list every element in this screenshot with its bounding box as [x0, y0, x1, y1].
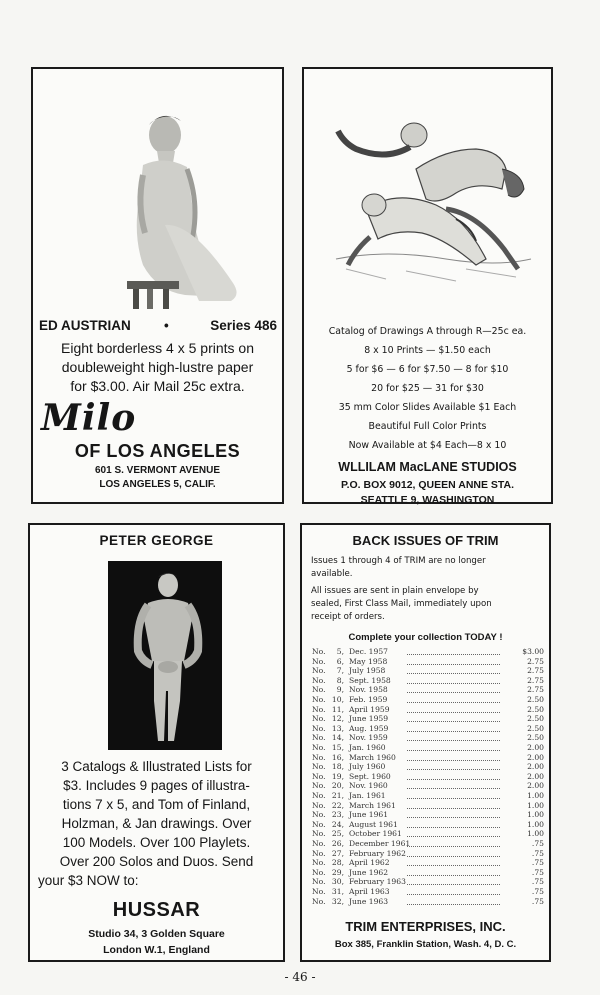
issue-no-label: No. — [312, 685, 326, 695]
issue-no-label: No. — [312, 647, 326, 656]
ad2-text-line: 5 for $6 — 6 for $7.50 — 8 for $10 — [346, 364, 509, 375]
issue-price: 2.50 — [527, 733, 544, 743]
issue-date: June 1963 — [349, 896, 389, 906]
issue-no-label: No. — [312, 829, 326, 839]
issue-no-label: No. — [312, 858, 326, 868]
issue-row — [312, 706, 544, 715]
ad1-body-line: Eight borderless 4 x 5 prints on — [61, 340, 254, 356]
ad-ed-austrian — [31, 67, 284, 504]
ad1-body-line: doubleweight high-lustre paper — [61, 359, 254, 375]
ad3-body-line: your $3 NOW to: — [38, 873, 139, 888]
dot-leader — [407, 721, 500, 722]
issue-date: April 1959 — [349, 704, 390, 714]
issue-no-label: No. — [312, 810, 326, 820]
page-number: - 46 - — [284, 970, 316, 984]
dot-leader — [407, 731, 500, 732]
issue-date: October 1961 — [349, 829, 402, 839]
issue-price: 2.00 — [527, 752, 544, 762]
issue-date: August 1961 — [349, 819, 398, 829]
dot-leader — [407, 865, 500, 866]
issue-date: May 1958 — [349, 656, 388, 666]
issue-row — [312, 667, 544, 676]
dot-leader — [407, 808, 500, 809]
issue-row — [312, 782, 544, 791]
issue-price: 2.00 — [527, 771, 544, 781]
issue-no-label: No. — [312, 848, 326, 858]
milo-logo: Milo — [41, 397, 137, 439]
ad2-text-line: Catalog of Drawings A through R—25c ea. — [328, 326, 527, 337]
issue-row — [312, 888, 544, 897]
issue-date: Sept. 1958 — [349, 675, 391, 685]
issue-price: 2.00 — [527, 743, 544, 752]
ad2-text-line: 8 x 10 Prints — $1.50 each — [364, 345, 491, 356]
dot-leader — [407, 673, 500, 674]
dot-leader — [407, 817, 500, 818]
ad4-para1-line: available. — [311, 569, 353, 579]
issue-price: 1.00 — [527, 829, 544, 839]
dot-leader — [407, 904, 500, 905]
issue-row — [312, 859, 544, 868]
issue-number: 20, — [331, 781, 344, 791]
issue-no-label: No. — [312, 887, 326, 896]
issue-no-label: No. — [312, 752, 326, 762]
dot-leader — [407, 750, 500, 751]
issue-price: 2.50 — [527, 714, 544, 724]
issue-date: February 1962 — [349, 848, 406, 858]
issue-no-label: No. — [312, 695, 326, 704]
dot-leader — [407, 702, 500, 703]
issue-price: 1.00 — [527, 810, 544, 820]
issue-number: 6, — [336, 656, 344, 666]
issue-price: 2.75 — [527, 656, 544, 666]
ad1-bullet: • — [164, 318, 169, 333]
issue-no-label: No. — [312, 867, 326, 877]
issue-number: 30, — [331, 877, 344, 887]
issue-date: Aug. 1959 — [349, 723, 389, 733]
dot-leader — [407, 712, 500, 713]
issue-row — [312, 869, 544, 878]
issue-number: 12, — [331, 714, 344, 724]
issue-no-label: No. — [312, 771, 326, 781]
dot-leader — [407, 654, 500, 655]
ad4-para2-line: receipt of orders. — [311, 612, 385, 622]
issue-date: July 1960 — [349, 762, 386, 772]
ad3-body-line: 100 Models. Over 100 Playlets. — [62, 835, 251, 850]
ad-hussar — [28, 523, 285, 962]
issue-row — [312, 850, 544, 859]
dot-leader — [407, 692, 500, 693]
ad3-body-line: $3. Includes 9 pages of illustra- — [63, 778, 250, 793]
issue-number: 15, — [331, 743, 344, 752]
issue-row — [312, 773, 544, 782]
issue-number: 21, — [331, 791, 344, 800]
issue-no-label: No. — [312, 800, 326, 810]
issue-date: July 1958 — [349, 666, 386, 676]
issue-no-label: No. — [312, 791, 326, 800]
ad3-body-line: Holzman, & Jan drawings. Over — [61, 816, 252, 831]
issue-date: June 1962 — [349, 867, 389, 877]
ad4-company: TRIM ENTERPRISES, INC. — [345, 919, 506, 934]
ad4-para2-line: All issues are sent in plain envelope by — [311, 586, 479, 596]
issue-price: .75 — [531, 848, 544, 858]
issue-date: March 1961 — [349, 800, 396, 810]
issue-row — [312, 792, 544, 801]
dot-leader — [407, 836, 500, 837]
issue-no-label: No. — [312, 896, 326, 906]
issue-date: December 1961 — [349, 839, 411, 848]
issue-date: June 1959 — [349, 714, 389, 724]
issue-number: 25, — [331, 829, 344, 839]
issue-number: 10, — [331, 695, 344, 704]
issue-price: .75 — [531, 839, 544, 848]
ad2-address-line: SEATTLE 9, WASHINGTON — [360, 494, 495, 506]
issue-no-label: No. — [312, 877, 326, 887]
issue-row — [312, 686, 544, 695]
issue-price: .75 — [531, 877, 544, 887]
issue-row — [312, 754, 544, 763]
issue-number: 26, — [331, 839, 344, 848]
issue-number: 14, — [331, 733, 344, 743]
issue-no-label: No. — [312, 733, 326, 743]
issue-number: 5, — [336, 647, 344, 656]
issue-price: 2.00 — [527, 762, 544, 772]
issue-row — [312, 811, 544, 820]
issue-number: 28, — [331, 858, 344, 868]
ad-trim-back-issues — [300, 523, 551, 962]
issue-no-label: No. — [312, 743, 326, 752]
ad2-text-line: 35 mm Color Slides Available $1 Each — [338, 402, 517, 413]
issue-price: 2.50 — [527, 704, 544, 714]
issue-row — [312, 696, 544, 705]
dot-leader — [407, 664, 500, 665]
dot-leader — [407, 798, 500, 799]
issue-row — [312, 898, 544, 907]
dot-leader — [407, 875, 500, 876]
ad3-body-line: 3 Catalogs & Illustrated Lists for — [61, 759, 252, 774]
issue-price: 2.75 — [527, 666, 544, 676]
issue-no-label: No. — [312, 762, 326, 772]
issue-row — [312, 734, 544, 743]
ad1-address-line: LOS ANGELES 5, CALIF. — [99, 479, 216, 490]
dot-leader — [407, 827, 500, 828]
issue-number: 18, — [331, 762, 344, 772]
issue-number: 9, — [336, 685, 344, 695]
issue-number: 32, — [331, 896, 344, 906]
ad2-studio-name: WLLILAM MacLANE STUDIOS — [338, 460, 517, 474]
ad-maclane-studios — [302, 67, 553, 504]
issue-row — [312, 648, 544, 657]
issue-row — [312, 802, 544, 811]
ad2-text-line: Beautiful Full Color Prints — [368, 421, 487, 432]
issue-date: April 1963 — [349, 887, 390, 896]
issue-row — [312, 744, 544, 753]
issue-price: 1.00 — [527, 800, 544, 810]
seated-model-photo — [103, 105, 253, 310]
issue-row — [312, 677, 544, 686]
issue-price: 2.50 — [527, 723, 544, 733]
dot-leader — [407, 856, 500, 857]
ad1-headline — [39, 318, 277, 336]
issue-date: Jan. 1960 — [349, 743, 386, 752]
wrestlers-drawing — [326, 109, 536, 289]
dot-leader — [407, 740, 500, 741]
dot-leader — [407, 846, 500, 847]
issue-no-label: No. — [312, 666, 326, 676]
issue-date: Dec. 1957 — [349, 647, 388, 656]
dot-leader — [407, 683, 500, 684]
issue-no-label: No. — [312, 675, 326, 685]
issue-row — [312, 840, 544, 849]
issue-number: 16, — [331, 752, 344, 762]
ad4-collection-heading: Complete your collection TODAY ! — [348, 632, 503, 643]
issue-date: April 1962 — [349, 858, 390, 868]
issue-date: Nov. 1958 — [349, 685, 388, 695]
issue-number: 24, — [331, 819, 344, 829]
issue-price: .75 — [531, 858, 544, 868]
issue-date: Nov. 1959 — [349, 733, 388, 743]
issue-no-label: No. — [312, 781, 326, 791]
ad4-para1-line: Issues 1 through 4 of TRIM are no longer — [311, 556, 486, 566]
issue-number: 13, — [331, 723, 344, 733]
ad4-address: Box 385, Franklin Station, Wash. 4, D. C. — [334, 939, 517, 950]
ad3-title: PETER GEORGE — [99, 533, 214, 548]
issue-no-label: No. — [312, 656, 326, 666]
ad3-body-line: Over 200 Solos and Duos. Send — [59, 854, 254, 869]
issue-number: 27, — [331, 848, 344, 858]
issue-date: February 1963 — [349, 877, 406, 887]
issue-number: 23, — [331, 810, 344, 820]
issue-price: 2.75 — [527, 675, 544, 685]
issue-number: 8, — [336, 675, 344, 685]
issue-date: June 1961 — [349, 810, 389, 820]
issue-no-label: No. — [312, 819, 326, 829]
dot-leader — [407, 779, 500, 780]
issue-row — [312, 830, 544, 839]
issue-price: .75 — [531, 896, 544, 906]
issue-row — [312, 658, 544, 667]
issue-date: Sept. 1960 — [349, 771, 391, 781]
ad3-brand: HUSSAR — [112, 899, 201, 921]
dot-leader — [407, 788, 500, 789]
ad1-studio-name: OF LOS ANGELES — [74, 441, 241, 461]
issue-number: 29, — [331, 867, 344, 877]
issue-row — [312, 763, 544, 772]
issue-price: 1.00 — [527, 791, 544, 800]
issue-no-label: No. — [312, 723, 326, 733]
issue-number: 22, — [331, 800, 344, 810]
ad2-text-line: Now Available at $4 Each—8 x 10 — [348, 440, 507, 451]
issue-date: Jan. 1961 — [349, 791, 386, 800]
issue-row — [312, 725, 544, 734]
issue-price: 1.00 — [527, 819, 544, 829]
issue-row — [312, 821, 544, 830]
ad2-address-line: P.O. BOX 9012, QUEEN ANNE STA. — [340, 479, 515, 491]
ad4-title: BACK ISSUES OF TRIM — [352, 533, 499, 548]
issue-date: March 1960 — [349, 752, 396, 762]
standing-model-photo — [108, 561, 222, 750]
dot-leader — [407, 894, 500, 895]
issue-price: 2.50 — [527, 695, 544, 704]
issue-date: Feb. 1959 — [349, 695, 388, 704]
issue-price: $3.00 — [522, 647, 544, 656]
dot-leader — [407, 769, 500, 770]
ad1-body-line: for $3.00. Air Mail 25c extra. — [70, 378, 245, 394]
ad1-headline-series: Series 486 — [210, 318, 277, 333]
issue-price: 2.75 — [527, 685, 544, 695]
dot-leader — [407, 884, 500, 885]
ad3-address-line: Studio 34, 3 Golden Square — [88, 928, 225, 940]
ad4-para2-line: sealed, First Class Mail, immediately upon — [311, 599, 492, 609]
issue-row — [312, 715, 544, 724]
ad1-headline-model: ED AUSTRIAN — [39, 318, 131, 333]
issue-price: .75 — [531, 887, 544, 896]
issue-price: .75 — [531, 867, 544, 877]
issue-number: 31, — [331, 887, 344, 896]
issue-number: 7, — [336, 666, 344, 676]
issue-price: 2.00 — [527, 781, 544, 791]
issue-no-label: No. — [312, 714, 326, 724]
ad2-text-line: 20 for $25 — 31 for $30 — [371, 383, 484, 394]
dot-leader — [407, 760, 500, 761]
ad1-address-line: 601 S. VERMONT AVENUE — [94, 465, 221, 476]
issue-no-label: No. — [312, 704, 326, 714]
ad3-address-line: London W.1, England — [103, 944, 210, 956]
issue-number: 11, — [331, 704, 344, 714]
issue-number: 19, — [331, 771, 344, 781]
issue-no-label: No. — [312, 839, 326, 848]
issue-row — [312, 878, 544, 887]
ad3-body-line: tions 7 x 5, and Tom of Finland, — [62, 797, 251, 812]
issue-date: Nov. 1960 — [349, 781, 388, 791]
